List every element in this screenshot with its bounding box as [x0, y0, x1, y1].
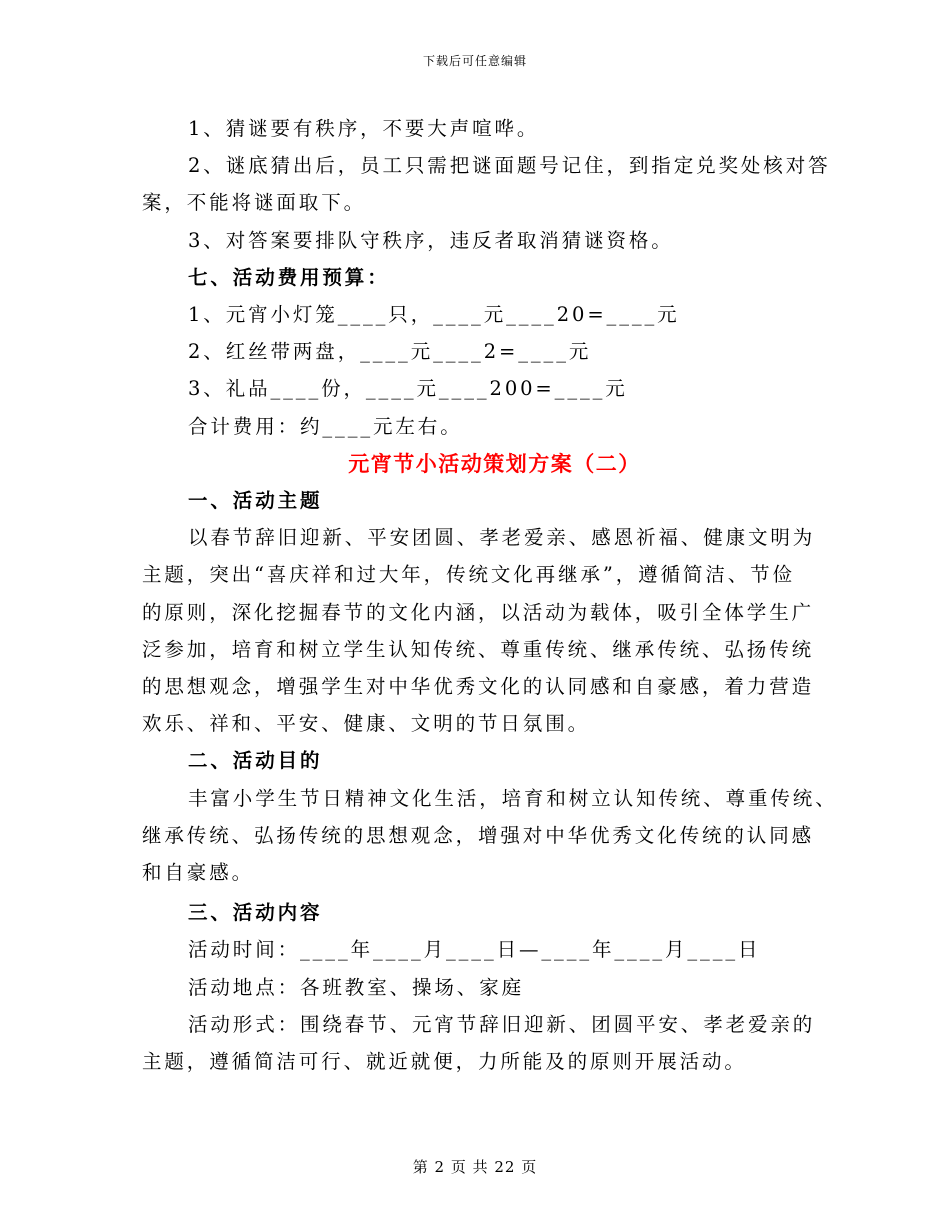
purpose-line-3: 和自豪感。	[142, 861, 255, 885]
page-number: 第 2 页 共 22 页	[412, 1158, 538, 1176]
purpose-line-2: 继承传统、弘扬传统的思想观念，增强对中华优秀文化传统的认同感	[142, 823, 815, 847]
rule-line-2: 2、谜底猜出后，员工只需把谜面题号记住，到指定兑奖处核对答	[188, 154, 831, 178]
rule-line-3: 3、对答案要排队守秩序，违反者取消猜谜资格。	[188, 228, 674, 252]
theme-line-5: 的思想观念，增强学生对中华优秀文化的认同感和自豪感，着力营造	[142, 675, 815, 699]
content-time: 活动时间：____年____月____日—____年____月____日	[188, 938, 761, 962]
purpose-heading: 二、活动目的	[188, 749, 323, 773]
rule-line-1: 1、猜谜要有秩序，不要大声喧哗。	[188, 117, 540, 140]
document-body	[142, 110, 838, 1080]
theme-heading: 一、活动主题	[188, 489, 323, 513]
content-form-line-1: 活动形式：围绕春节、元宵节辞旧迎新、团圆平安、孝老爱亲的	[188, 1012, 816, 1036]
budget-item-3: 3、礼品____份，____元____200=____元	[188, 377, 628, 401]
purpose-line-1: 丰富小学生节日精神文化生活，培育和树立认知传统、尊重传统、	[188, 786, 838, 810]
theme-line-4: 泛参加，培育和树立学生认知传统、尊重传统、继承传统、弘扬传统	[142, 637, 815, 661]
theme-line-1: 以春节辞旧迎新、平安团圆、孝老爱亲、感恩祈福、健康文明为	[188, 526, 816, 550]
budget-total: 合计费用：约____元左右。	[188, 414, 463, 438]
content-place: 活动地点：各班教室、操场、家庭	[188, 975, 525, 999]
rule-line-2-cont: 案，不能将谜面取下。	[142, 191, 367, 215]
page-header-note: 下载后可任意编辑	[422, 54, 527, 68]
budget-item-2: 2、红丝带两盘，____元____2=____元	[188, 340, 592, 364]
content-form-line-2: 主题，遵循简洁可行、就近就便，力所能及的原则开展活动。	[142, 1050, 747, 1074]
budget-heading: 七、活动费用预算：	[188, 265, 390, 289]
content-heading: 三、活动内容	[188, 901, 323, 925]
document-title: 元宵节小活动策划方案（二）	[348, 450, 641, 476]
document-title-wrap	[142, 445, 810, 482]
theme-line-2: 主题，突出“喜庆祥和过大年，传统文化再继承”，遵循简洁、节俭	[142, 563, 795, 587]
budget-item-1: 1、元宵小灯笼____只，____元____20=____元	[188, 303, 680, 327]
theme-line-6: 欢乐、祥和、平安、健康、文明的节日氛围。	[142, 712, 591, 736]
theme-line-3: 的原则，深化挖掘春节的文化内涵，以活动为载体，吸引全体学生广	[142, 600, 815, 624]
